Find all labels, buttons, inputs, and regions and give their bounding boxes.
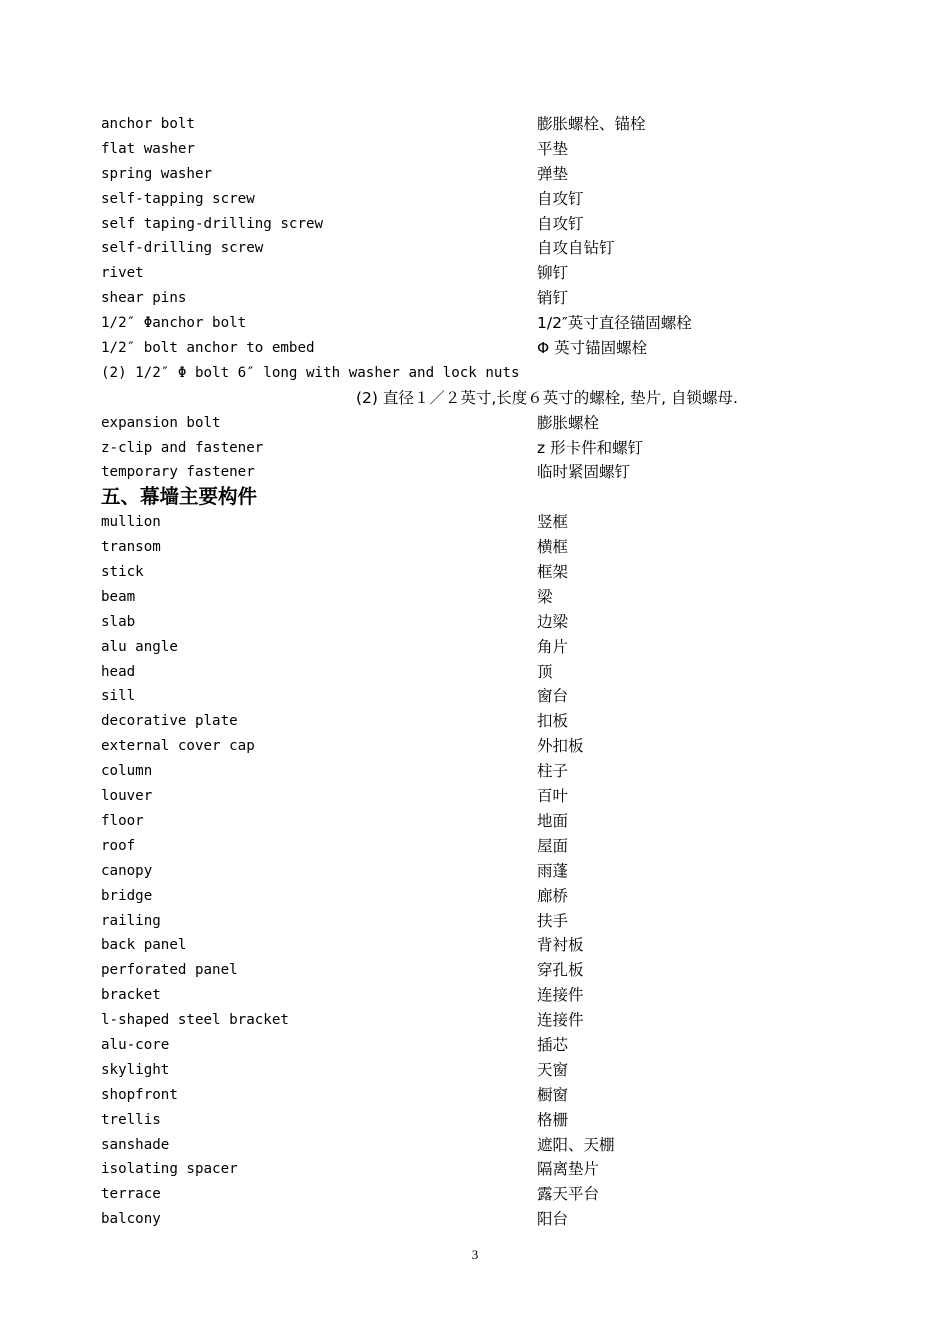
glossary-row	[101, 1058, 801, 1083]
english-term: skylight	[101, 1061, 170, 1078]
chinese-term: 廊桥	[537, 886, 569, 905]
glossary-row	[101, 336, 801, 361]
chinese-term: 百叶	[537, 787, 569, 806]
chinese-term: 边梁	[537, 612, 569, 631]
glossary-row	[101, 236, 801, 261]
chinese-term: 隔离垫片	[537, 1160, 600, 1179]
glossary-row	[101, 884, 801, 909]
english-term: 1/2″ bolt anchor to embed	[101, 340, 315, 357]
chinese-term: 天窗	[537, 1060, 569, 1079]
glossary-row	[101, 759, 801, 784]
chinese-term: 连接件	[537, 986, 584, 1005]
chinese-term: 遮阳、天棚	[537, 1135, 615, 1154]
long-item-en: (2) 1/2″ Φ bolt 6″ long with washer and lock nuts	[101, 364, 520, 381]
glossary-row	[101, 162, 801, 187]
chinese-term: 平垫	[537, 139, 569, 158]
english-term: expansion bolt	[101, 414, 221, 431]
glossary-row	[101, 560, 801, 585]
english-term: z-clip and fastener	[101, 439, 264, 456]
glossary-row	[101, 983, 801, 1008]
english-term: terrace	[101, 1186, 161, 1203]
english-term: mullion	[101, 514, 161, 531]
section-heading-row	[101, 485, 801, 510]
glossary-row	[101, 286, 801, 311]
english-term: alu-core	[101, 1036, 170, 1053]
english-term: bridge	[101, 887, 153, 904]
glossary-row	[101, 1033, 801, 1058]
chinese-term: 膨胀螺栓	[537, 413, 600, 432]
chinese-term: 横框	[537, 538, 569, 557]
chinese-term: 角片	[537, 637, 569, 656]
english-term: alu angle	[101, 638, 178, 655]
english-term: self-tapping screw	[101, 190, 255, 207]
glossary-row	[101, 460, 801, 485]
chinese-term: 格栅	[537, 1110, 569, 1129]
chinese-term: 露天平台	[537, 1185, 600, 1204]
chinese-term: 连接件	[537, 1011, 584, 1030]
glossary-row	[101, 1083, 801, 1108]
glossary-row	[101, 436, 801, 461]
chinese-term: 地面	[537, 811, 569, 830]
chinese-term: 扣板	[537, 712, 569, 731]
chinese-term: 雨蓬	[537, 861, 569, 880]
chinese-term: 铆钉	[537, 264, 569, 283]
glossary-row	[101, 1182, 801, 1207]
chinese-term: 背衬板	[537, 936, 584, 955]
english-term: shopfront	[101, 1086, 178, 1103]
fastener-terms	[101, 112, 801, 361]
glossary-row	[101, 585, 801, 610]
english-term: rivet	[101, 265, 144, 282]
english-term: stick	[101, 564, 144, 581]
glossary-row	[101, 411, 801, 436]
english-term: shear pins	[101, 290, 187, 307]
glossary-row	[101, 1008, 801, 1033]
english-term: l-shaped steel bracket	[101, 1012, 289, 1029]
glossary-row	[101, 510, 801, 535]
chinese-term: 膨胀螺栓、锚栓	[537, 115, 646, 133]
glossary-row	[101, 187, 801, 212]
chinese-term: 自攻钉	[537, 189, 584, 208]
glossary-row	[101, 610, 801, 635]
glossary-row	[101, 137, 801, 162]
curtain-wall-component-terms	[101, 510, 801, 1232]
fastener-terms-2	[101, 411, 801, 486]
glossary-row	[101, 635, 801, 660]
chinese-term: 弹垫	[537, 164, 569, 183]
glossary-row	[101, 958, 801, 983]
glossary-row	[101, 212, 801, 237]
long-item-zh-row	[101, 386, 801, 411]
page-number: 3	[471, 1247, 479, 1262]
glossary-row	[101, 535, 801, 560]
glossary-row	[101, 112, 801, 137]
english-term: canopy	[101, 862, 153, 879]
chinese-term: 销钉	[537, 289, 569, 308]
english-term: beam	[101, 588, 136, 605]
glossary-row	[101, 909, 801, 934]
glossary-content	[101, 112, 801, 1232]
english-term: transom	[101, 539, 161, 556]
english-term: column	[101, 763, 153, 780]
chinese-term: 自攻自钻钉	[537, 239, 615, 258]
chinese-term: 自攻钉	[537, 214, 584, 233]
chinese-term: z 形卡件和螺钉	[537, 438, 644, 457]
english-term: temporary fastener	[101, 464, 255, 481]
glossary-row	[101, 709, 801, 734]
english-term: slab	[101, 613, 136, 630]
english-term: sanshade	[101, 1136, 170, 1153]
glossary-row	[101, 1108, 801, 1133]
english-term: spring washer	[101, 165, 213, 182]
chinese-term: 阳台	[537, 1210, 569, 1229]
glossary-row	[101, 734, 801, 759]
english-term: roof	[101, 837, 136, 854]
english-term: perforated panel	[101, 962, 238, 979]
chinese-term: 框架	[537, 563, 569, 582]
chinese-term: 屋面	[537, 836, 569, 855]
glossary-row	[101, 859, 801, 884]
english-term: anchor bolt	[101, 116, 195, 132]
chinese-term: 扶手	[537, 911, 569, 930]
chinese-term: 竖框	[537, 513, 569, 532]
english-term: self-drilling screw	[101, 240, 264, 257]
chinese-term: Φ 英寸锚固螺栓	[537, 339, 648, 358]
english-term: flat washer	[101, 140, 195, 157]
english-term: bracket	[101, 987, 161, 1004]
chinese-term: 柱子	[537, 762, 569, 781]
english-term: self taping-drilling screw	[101, 215, 324, 232]
chinese-term: 穿孔板	[537, 961, 584, 980]
glossary-row	[101, 1157, 801, 1182]
glossary-row	[101, 784, 801, 809]
glossary-row	[101, 261, 801, 286]
section-heading: 五、幕墙主要构件	[101, 485, 258, 509]
glossary-row	[101, 660, 801, 685]
english-term: decorative plate	[101, 713, 238, 730]
chinese-term: 临时紧固螺钉	[537, 463, 631, 482]
glossary-row	[101, 1133, 801, 1158]
chinese-term: 顶	[537, 662, 553, 681]
long-item-zh: (2) 直径１／２英寸,长度６英寸的螺栓, 垫片, 自锁螺母.	[356, 388, 738, 407]
english-term: 1/2″ Φanchor bolt	[101, 315, 247, 332]
chinese-term: 梁	[537, 587, 553, 606]
english-term: back panel	[101, 937, 187, 954]
glossary-row	[101, 1207, 801, 1232]
english-term: balcony	[101, 1211, 161, 1228]
long-item-en-row	[101, 361, 801, 386]
english-term: isolating spacer	[101, 1161, 238, 1178]
chinese-term: 1/2″英寸直径锚固螺栓	[537, 314, 692, 333]
english-term: head	[101, 663, 136, 680]
english-term: external cover cap	[101, 738, 255, 755]
chinese-term: 窗台	[537, 687, 569, 706]
english-term: sill	[101, 688, 136, 705]
chinese-term: 橱窗	[537, 1085, 569, 1104]
glossary-row	[101, 311, 801, 336]
english-term: floor	[101, 812, 144, 829]
chinese-term: 插芯	[537, 1035, 569, 1054]
chinese-term: 外扣板	[537, 737, 584, 756]
glossary-row	[101, 684, 801, 709]
glossary-row	[101, 834, 801, 859]
english-term: louver	[101, 788, 153, 805]
english-term: trellis	[101, 1111, 161, 1128]
glossary-row	[101, 933, 801, 958]
english-term: railing	[101, 912, 161, 929]
glossary-row	[101, 809, 801, 834]
